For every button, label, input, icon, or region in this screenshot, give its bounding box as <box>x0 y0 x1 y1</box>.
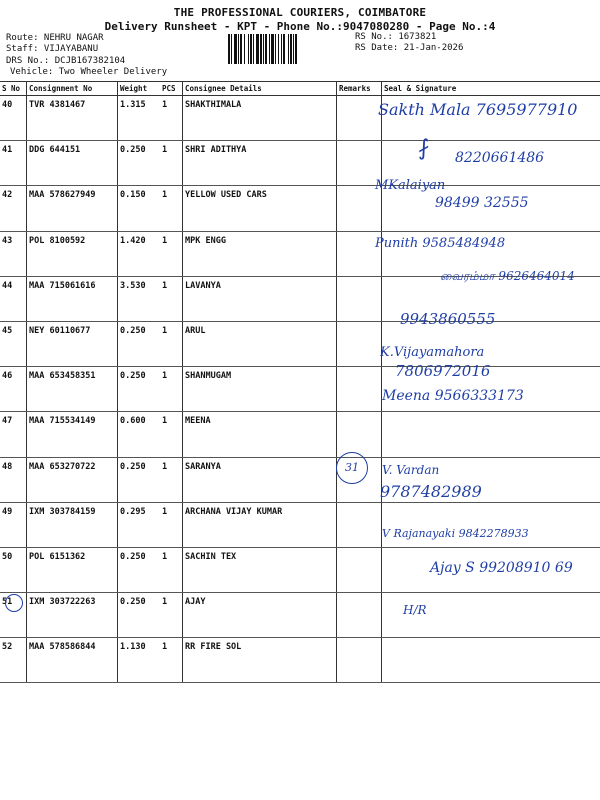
row-weight: 0.295 <box>118 502 161 547</box>
row-consignee: SARANYA <box>183 457 337 502</box>
signature-49-phone: 9787482989 <box>380 482 482 501</box>
row-pcs: 1 <box>160 186 183 231</box>
row-remarks <box>337 321 382 366</box>
route-label: Route: NEHRU NAGAR <box>6 33 104 43</box>
row-sno: 52 <box>0 638 27 683</box>
row-consignment: DDG 644151 <box>27 141 118 186</box>
row-remarks <box>337 502 382 547</box>
row-pcs: 1 <box>160 412 183 457</box>
row-consignment: POL 6151362 <box>27 547 118 592</box>
row-consignee: LAVANYA <box>183 276 337 321</box>
row-pcs: 1 <box>160 593 183 638</box>
row-weight: 0.250 <box>118 547 161 592</box>
row-pcs: 1 <box>160 276 183 321</box>
row-weight: 0.250 <box>118 141 161 186</box>
row-weight: 3.530 <box>118 276 161 321</box>
table-row <box>0 412 600 457</box>
row-consignment: MAA 578586844 <box>27 638 118 683</box>
col-weight: Weight <box>118 82 161 96</box>
row-sno: 42 <box>0 186 27 231</box>
row-sno: 47 <box>0 412 27 457</box>
table-header-row <box>0 82 600 96</box>
row-weight: 0.250 <box>118 321 161 366</box>
row-consignment: MAA 715534149 <box>27 412 118 457</box>
row-consignment: TVR 4381467 <box>27 96 118 141</box>
signature-51: Ajay S 99208910 69 <box>430 560 573 576</box>
row-sno: 46 <box>0 367 27 412</box>
row-weight: 1.130 <box>118 638 161 683</box>
row-weight: 0.250 <box>118 593 161 638</box>
row-consignment: IXM 303722263 <box>27 593 118 638</box>
row-consignee: AJAY <box>183 593 337 638</box>
row-pcs: 1 <box>160 141 183 186</box>
col-pcs: PCS <box>160 82 183 96</box>
signature-40: Sakth Mala 7695977910 <box>378 100 578 119</box>
row-remarks <box>337 276 382 321</box>
row-remarks <box>337 638 382 683</box>
row-consignment: MAA 653270722 <box>27 457 118 502</box>
runsheet-table <box>0 81 600 683</box>
row-remarks <box>337 547 382 592</box>
row-consignment: MAA 578627949 <box>27 186 118 231</box>
rs-date: RS Date: 21-Jan-2026 <box>355 43 464 53</box>
table-row <box>0 638 600 683</box>
row-consignee: ARCHANA VIJAY KUMAR <box>183 502 337 547</box>
row-remarks <box>337 593 382 638</box>
row-sno: 40 <box>0 96 27 141</box>
row-pcs: 1 <box>160 231 183 276</box>
row-consignment: NEY 60110677 <box>27 321 118 366</box>
col-consignee: Consignee Details <box>183 82 337 96</box>
row-sno: 48 <box>0 457 27 502</box>
col-remarks: Remarks <box>337 82 382 96</box>
table-row <box>0 502 600 547</box>
drs-label: DRS No.: DCJB167382104 <box>6 56 126 66</box>
signature-46-name: K.Vijayamahora <box>380 345 485 360</box>
row-weight: 0.250 <box>118 457 161 502</box>
row-sno: 44 <box>0 276 27 321</box>
row-pcs: 1 <box>160 367 183 412</box>
row-seal-signature <box>382 412 600 457</box>
row-consignee: RR FIRE SOL <box>183 638 337 683</box>
runsheet-subtitle: Delivery Runsheet - KPT - Phone No.:9047080280 - Page No.:4 <box>104 20 496 33</box>
row-consignee: SACHIN TEX <box>183 547 337 592</box>
row-remarks <box>337 367 382 412</box>
signature-45: 9943860555 <box>400 310 496 328</box>
row-weight: 1.315 <box>118 96 161 141</box>
signature-44: வைரம்மா 9626464014 <box>440 269 575 283</box>
row-consignment: MAA 653458351 <box>27 367 118 412</box>
col-seal-signature: Seal & Signature <box>382 82 600 96</box>
row-sno: 51 <box>0 593 27 638</box>
table-row <box>0 321 600 366</box>
rs-number: RS No.: 1673821 <box>355 32 437 42</box>
row-consignee: SHANMUGAM <box>183 367 337 412</box>
row-consignment: IXM 303784159 <box>27 502 118 547</box>
company-title: THE PROFESSIONAL COURIERS, COIMBATORE <box>173 6 427 19</box>
row-consignee: ARUL <box>183 321 337 366</box>
table-row <box>0 457 600 502</box>
vehicle-label: Vehicle: Two Wheeler Delivery <box>10 67 168 77</box>
table-row <box>0 593 600 638</box>
row-sno: 45 <box>0 321 27 366</box>
row-weight: 0.250 <box>118 367 161 412</box>
row-seal-signature <box>382 502 600 547</box>
row-seal-signature <box>382 638 600 683</box>
row-consignee: YELLOW USED CARS <box>183 186 337 231</box>
row-consignment: MAA 715061616 <box>27 276 118 321</box>
row-pcs: 1 <box>160 547 183 592</box>
row-pcs: 1 <box>160 638 183 683</box>
staff-label: Staff: VIJAYABANU <box>6 44 99 54</box>
seal-48-mark: 31 <box>336 452 368 484</box>
signature-41: 8220661486 <box>455 150 545 166</box>
row-remarks <box>337 412 382 457</box>
barcode <box>228 34 352 64</box>
row-pcs: 1 <box>160 457 183 502</box>
row-pcs: 1 <box>160 96 183 141</box>
row-weight: 0.150 <box>118 186 161 231</box>
col-sno: S No <box>0 82 27 96</box>
row-remarks <box>337 96 382 141</box>
signature-50: V Rajanayaki 9842278933 <box>382 527 529 540</box>
signature-42-name: MKalaiyan <box>375 178 446 193</box>
row-consignee: SHRI ADITHYA <box>183 141 337 186</box>
row-pcs: 1 <box>160 502 183 547</box>
row-consignment: POL 8100592 <box>27 231 118 276</box>
row-sno: 43 <box>0 231 27 276</box>
signature-52: H/R <box>403 603 427 617</box>
row-sno: 49 <box>0 502 27 547</box>
row-consignee: MPK ENGG <box>183 231 337 276</box>
signature-47: Meena 9566333173 <box>382 388 524 404</box>
row-sno: 41 <box>0 141 27 186</box>
scribble-41-icon: ⨏ <box>418 136 430 161</box>
col-consignment: Consignment No <box>27 82 118 96</box>
row-pcs: 1 <box>160 321 183 366</box>
signature-42-phone: 98499 32555 <box>435 195 529 211</box>
signature-49-name: V. Vardan <box>382 463 440 477</box>
signature-43: Punith 9585484948 <box>375 236 506 251</box>
row-weight: 0.600 <box>118 412 161 457</box>
row-weight: 1.420 <box>118 231 161 276</box>
signature-46-phone: 7806972016 <box>395 362 491 380</box>
row-sno: 50 <box>0 547 27 592</box>
circle-52-mark <box>5 594 23 612</box>
row-consignee: MEENA <box>183 412 337 457</box>
row-consignee: SHAKTHIMALA <box>183 96 337 141</box>
